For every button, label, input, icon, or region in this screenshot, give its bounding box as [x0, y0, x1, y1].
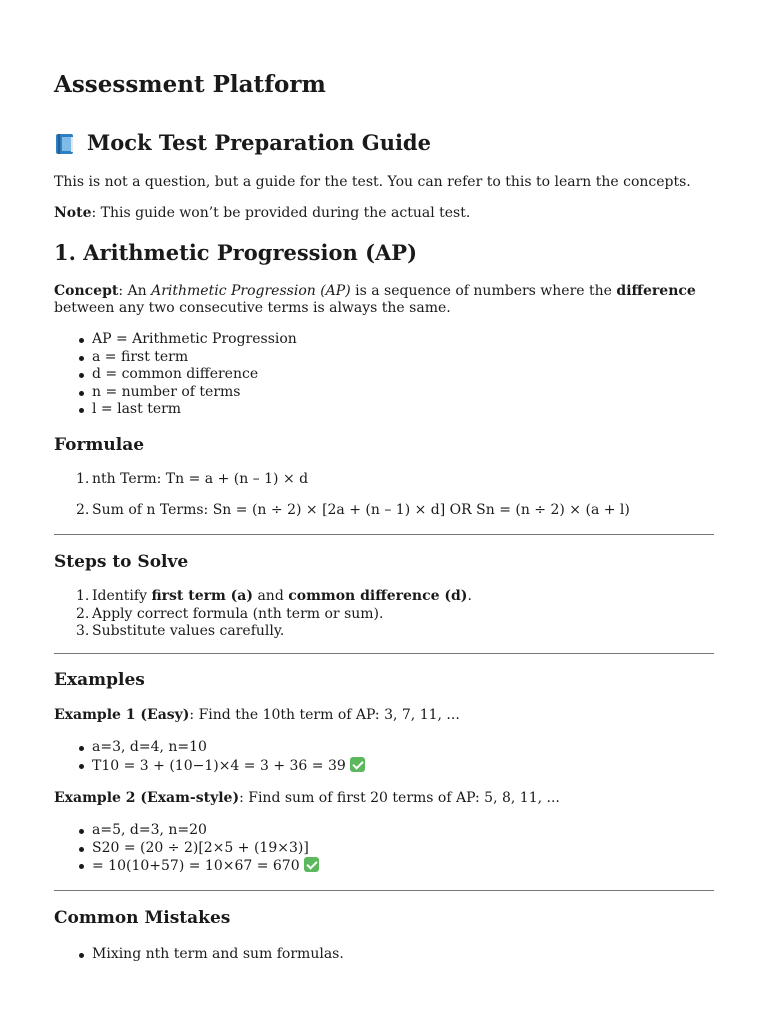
concept-text-2: is a sequence of numbers where the	[350, 283, 617, 299]
list-number: 1.	[76, 588, 90, 604]
concept-italic: Arithmetic Progression (AP)	[151, 283, 351, 299]
example-2-list	[54, 822, 319, 876]
step-text: Identify	[92, 588, 152, 604]
list-item: a = first term	[54, 349, 297, 367]
example-2-text: : Find sum of first 20 terms of AP: 5, 8, 11, ...	[239, 790, 560, 806]
list-item: S20 = (20 ÷ 2)[2×5 + (19×3)]	[54, 840, 319, 858]
step-text: Apply correct formula (nth term or sum).	[92, 605, 384, 622]
book-icon	[54, 133, 76, 155]
list-item: AP = Arithmetic Progression	[54, 331, 297, 349]
list-item: n = number of terms	[54, 384, 297, 402]
divider	[54, 534, 714, 535]
formulae-heading: Formulae	[54, 435, 145, 455]
example-1-prompt	[54, 707, 460, 724]
formula-text: Sum of n Terms: Sn = (n ÷ 2) × [2a + (n – 1) × d] OR Sn = (n ÷ 2) × (a + l)	[92, 502, 630, 518]
concept-text: : An	[118, 283, 152, 299]
step-text: Substitute values carefully.	[92, 623, 285, 639]
guide-title-text: Mock Test Preparation Guide	[87, 130, 431, 155]
step-bold: first term (a)	[151, 588, 253, 604]
definitions-list	[54, 331, 297, 419]
steps-list	[54, 588, 472, 641]
examples-heading: Examples	[54, 670, 145, 690]
list-item: a=5, d=3, n=20	[54, 822, 319, 840]
step-text: and	[253, 588, 289, 604]
list-item: l = last term	[54, 401, 297, 419]
formulae-list	[54, 471, 308, 489]
divider	[54, 890, 714, 891]
example-1-text: : Find the 10th term of AP: 3, 7, 11, ...	[189, 707, 460, 723]
example-2-result: = 10(10+57) = 10×67 = 670	[92, 858, 300, 874]
mistakes-list	[54, 946, 344, 964]
step-item	[54, 588, 472, 606]
list-item: a=3, d=4, n=10	[54, 739, 365, 757]
concept-paragraph	[54, 283, 696, 317]
step-item	[54, 606, 472, 624]
note-text: : This guide won’t be provided during the actual test.	[91, 205, 471, 221]
guide-intro: This is not a question, but a guide for the test. You can refer to this to learn the concepts.	[54, 174, 691, 190]
example-1-list	[54, 739, 365, 775]
example-1-label: Example 1 (Easy)	[54, 707, 190, 723]
section-title: 1. Arithmetic Progression (AP)	[54, 240, 418, 265]
divider	[54, 653, 714, 654]
list-number: 2.	[76, 502, 90, 518]
step-item	[54, 623, 472, 641]
example-1-result: T10 = 3 + (10−1)×4 = 3 + 36 = 39	[92, 757, 346, 774]
concept-line-2: between any two consecutive terms is always the same.	[54, 300, 451, 316]
list-item: d = common difference	[54, 366, 297, 384]
formula-item	[54, 502, 630, 520]
formula-text: nth Term: Tn = a + (n – 1) × d	[92, 471, 309, 487]
formula-item	[54, 471, 308, 489]
step-bold: common difference (d)	[288, 588, 468, 604]
guide-title	[54, 128, 431, 158]
list-item	[54, 857, 319, 876]
example-2-prompt	[54, 790, 560, 807]
concept-bold: difference	[616, 283, 696, 299]
list-number: 3.	[76, 623, 90, 639]
formulae-list-2	[54, 502, 630, 520]
platform-title: Assessment Platform	[54, 71, 326, 98]
note-label: Note	[54, 205, 92, 221]
list-number: 2.	[76, 605, 90, 622]
list-item: Mixing nth term and sum formulas.	[54, 946, 344, 964]
check-mark-icon	[304, 857, 319, 872]
example-2-label: Example 2 (Exam-style)	[54, 790, 240, 806]
steps-heading: Steps to Solve	[54, 552, 189, 572]
list-item	[54, 757, 365, 776]
mistakes-heading: Common Mistakes	[54, 908, 231, 928]
list-number: 1.	[76, 471, 90, 487]
guide-note	[54, 205, 470, 222]
check-mark-icon	[350, 757, 365, 772]
concept-label: Concept	[54, 283, 119, 299]
step-text: .	[467, 588, 472, 604]
